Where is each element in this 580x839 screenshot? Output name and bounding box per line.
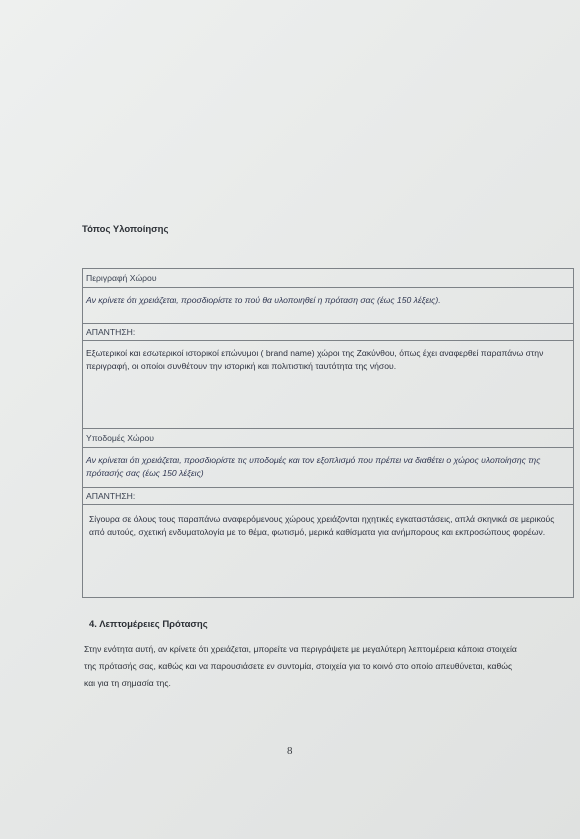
answer-label: ΑΠΑΝΤΗΣΗ: [83, 324, 573, 341]
page-number: 8 [287, 745, 293, 757]
space-infrastructure-instruction: Αν κρίνεται ότι χρειάζεται, προσδιορίστε τις υποδομές και τον εξοπλισμό που πρέπει να διαθέτει ο χώρος υλοποίησης της πρότασής σας (έως 150 λέξεις) [83, 448, 573, 488]
space-description-label: Περιγραφή Χώρου [83, 269, 573, 288]
answer-label: ΑΠΑΝΤΗΣΗ: [83, 488, 573, 505]
space-infrastructure-answer: Σίγουρα σε όλους τους παραπάνω αναφερόμενους χώρους χρειάζονται ηχητικές εγκαταστάσεις, απλά σκηνικά σε μερικούς από αυτούς, σχετική ενδυματολογία με το θέμα, φωτισμό, μερικά καθίσματα για ανήμπορους και εκπροσώπους φορέων. [89, 514, 555, 537]
form-table [82, 268, 574, 598]
section-title: Τόπος Υλοποίησης [82, 224, 169, 235]
section-4-text: Στην ενότητα αυτή, αν κρίνετε ότι χρειάζεται, μπορείτε να περιγράψετε με μεγαλύτερη λεπτομέρεια κάποια στοιχεία της πρότασής σας, καθώς και να παρουσιάσετε εν συντομία, στοιχεία για το κοινό στο οποίο απευθύνεται, καθώς και για τη σημασία της. [84, 644, 517, 688]
section-4-title: 4. Λεπτομέρειες Πρότασης [89, 619, 208, 630]
space-description-instruction: Αν κρίνετε ότι χρειάζεται, προσδιορίστε το πού θα υλοποιηθεί η πρόταση σας (έως 150 λέξεις). [83, 288, 573, 324]
space-description-answer: Εξωτερικοί και εσωτερικοί ιστορικοί επώνυμοι ( brand name) χώροι της Ζακύνθου, όπως έχει αναφερθεί παραπάνω στην περιγραφή, οι οποίοι συνθέτουν την ιστορική και πολιτιστική ταυτότητα της νήσου. [83, 341, 573, 429]
space-infrastructure-label: Υποδομές Χώρου [83, 429, 573, 448]
